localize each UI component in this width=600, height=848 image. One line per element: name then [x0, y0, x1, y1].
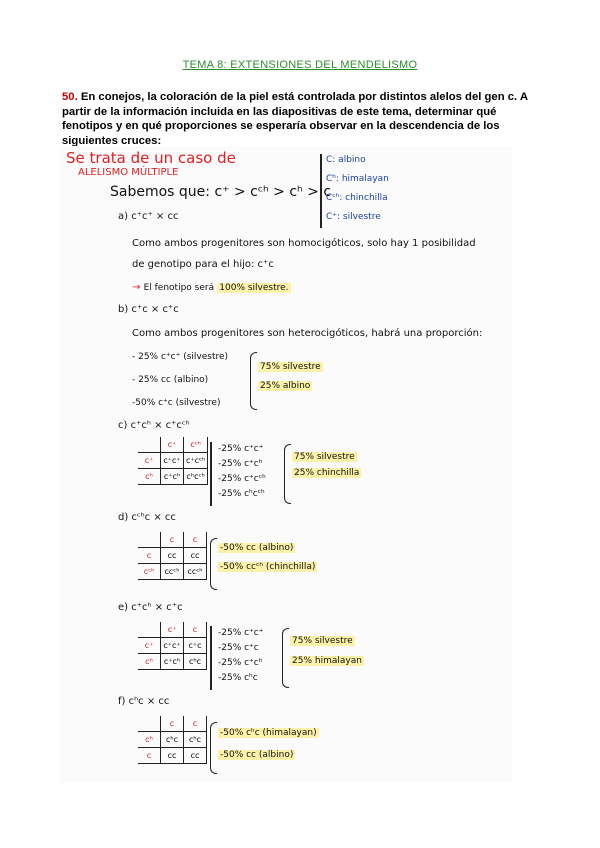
punnett-cell: ccᶜʰ	[161, 564, 184, 580]
cross-d-label: d) cᶜʰc × cc	[118, 512, 176, 523]
punnett-header: cʰ	[138, 469, 161, 485]
punnett-cell: cʰc	[161, 732, 184, 748]
cross-e-label: e) c⁺cʰ × c⁺c	[118, 602, 183, 613]
cross-a-label: a) c⁺c⁺ × cc	[118, 211, 179, 222]
punnett-cell: c⁺cʰ	[161, 654, 184, 670]
notes-heading-1: Se trata de un caso de	[66, 149, 236, 167]
punnett-header: c	[184, 622, 207, 638]
brace	[210, 538, 217, 590]
punnett-cell: cc	[161, 548, 184, 564]
legend-item: Cʰ: himalayan	[326, 174, 389, 184]
punnett-cell	[138, 622, 161, 638]
cross-b-label: b) c⁺c × c⁺c	[118, 304, 179, 315]
punnett-header: cᶜʰ	[184, 437, 208, 453]
punnett-header: c	[184, 716, 207, 732]
cross-c-item: -25% c⁺c⁺	[218, 444, 264, 454]
punnett-header: c⁺	[161, 622, 184, 638]
divider	[210, 626, 212, 690]
cross-c-item: -25% c⁺cʰ	[218, 459, 263, 469]
punnett-header: c	[161, 532, 184, 548]
punnett-cell	[138, 716, 161, 732]
arrow-icon: →	[132, 282, 141, 293]
cross-a-line1: Como ambos progenitores son homocigóticos, solo hay 1 posibilidad	[132, 238, 476, 249]
punnett-square-c	[138, 437, 208, 485]
punnett-cell: cc	[184, 548, 207, 564]
brace	[284, 444, 291, 504]
cross-c-result: 75% silvestre	[294, 452, 355, 462]
cross-e-result: 75% silvestre	[292, 636, 353, 646]
punnett-header: cʰ	[138, 654, 161, 670]
punnett-cell: cʰcᶜʰ	[184, 469, 208, 485]
punnett-cell: c⁺cᶜʰ	[184, 453, 208, 469]
cross-b-result: 75% silvestre	[260, 362, 321, 372]
cross-b-line1: Como ambos progenitores son heterocigóticos, habrá una proporción:	[132, 328, 483, 339]
punnett-cell: c⁺c⁺	[161, 638, 184, 654]
punnett-cell: c⁺c	[184, 638, 207, 654]
punnett-cell: cʰc	[184, 654, 207, 670]
punnett-header: c	[138, 548, 161, 564]
cross-e-result: 25% himalayan	[292, 656, 362, 666]
cross-b-result: 25% albino	[260, 381, 311, 391]
cross-a-line2: de genotipo para el hijo: c⁺c	[132, 259, 274, 270]
cross-b-item: - 25% cc (albino)	[132, 375, 209, 385]
punnett-header: cᶜʰ	[138, 564, 161, 580]
cross-b-item: - 25% c⁺c⁺ (silvestre)	[132, 352, 229, 362]
question-number: 50.	[62, 91, 78, 103]
cross-a-result: 100% silvestre.	[219, 283, 289, 293]
cross-d-result: -50% cc (albino)	[220, 543, 294, 553]
punnett-header: c	[161, 716, 184, 732]
legend-item: Cᶜʰ: chinchilla	[326, 193, 388, 203]
cross-e-item: -25% cʰc	[218, 673, 258, 683]
punnett-square-f	[138, 716, 207, 764]
punnett-square-d	[138, 532, 207, 580]
punnett-cell	[138, 437, 161, 453]
punnett-cell: c⁺cʰ	[161, 469, 184, 485]
question-block	[62, 90, 542, 148]
cross-c-label: c) c⁺cʰ × c⁺cᶜʰ	[118, 420, 190, 431]
cross-f-result: -50% cc (albino)	[220, 750, 294, 760]
handwritten-notes	[60, 146, 512, 783]
brace	[250, 352, 257, 410]
question-text: En conejos, la coloración de la piel está controlada por distintos alelos del gen c. A partir de la información incluida en las diapositivas de este tema, determinar qué fenotipos y en qué proporciones se esperaría observar en la descendencia de los siguientes cruces:	[62, 91, 528, 147]
cross-c-item: -25% cʰcᶜʰ	[218, 489, 265, 499]
cross-e-item: -25% c⁺cʰ	[218, 658, 263, 668]
cross-e-item: -25% c⁺c	[218, 643, 259, 653]
legend-item: C: albino	[326, 155, 366, 165]
punnett-header: c	[138, 748, 161, 764]
cross-c-result: 25% chinchilla	[294, 468, 360, 478]
cross-c-item: -25% c⁺cᶜʰ	[218, 474, 266, 484]
punnett-square-e	[138, 622, 207, 670]
cross-f-label: f) cʰc × cc	[118, 696, 170, 707]
notes-heading-2: ALELISMO MÚLTIPLE	[78, 167, 179, 178]
punnett-header: cʰ	[138, 732, 161, 748]
legend-item: C⁺: silvestre	[326, 212, 381, 222]
divider	[210, 442, 212, 506]
punnett-cell: cʰc	[184, 732, 207, 748]
brace	[210, 722, 217, 774]
punnett-cell: c⁺c⁺	[161, 453, 184, 469]
punnett-cell: cc	[184, 748, 207, 764]
punnett-header: c⁺	[138, 638, 161, 654]
dominance-order: Sabemos que: c⁺ > cᶜʰ > cʰ > c	[110, 184, 332, 200]
punnett-cell: ccᶜʰ	[184, 564, 207, 580]
cross-f-result: -50% cʰc (himalayan)	[220, 728, 317, 738]
punnett-cell	[138, 532, 161, 548]
punnett-header: c⁺	[138, 453, 161, 469]
brace	[282, 628, 289, 688]
punnett-cell: cc	[161, 748, 184, 764]
cross-d-result: -50% ccᶜʰ (chinchilla)	[220, 562, 316, 572]
cross-e-item: -25% c⁺c⁺	[218, 628, 264, 638]
cross-b-item: -50% c⁺c (silvestre)	[132, 398, 221, 408]
punnett-header: c	[184, 532, 207, 548]
punnett-header: c⁺	[161, 437, 184, 453]
page-title: TEMA 8: EXTENSIONES DEL MENDELISMO	[182, 59, 418, 71]
cross-a-conclusion: El fenotipo será	[143, 283, 215, 293]
